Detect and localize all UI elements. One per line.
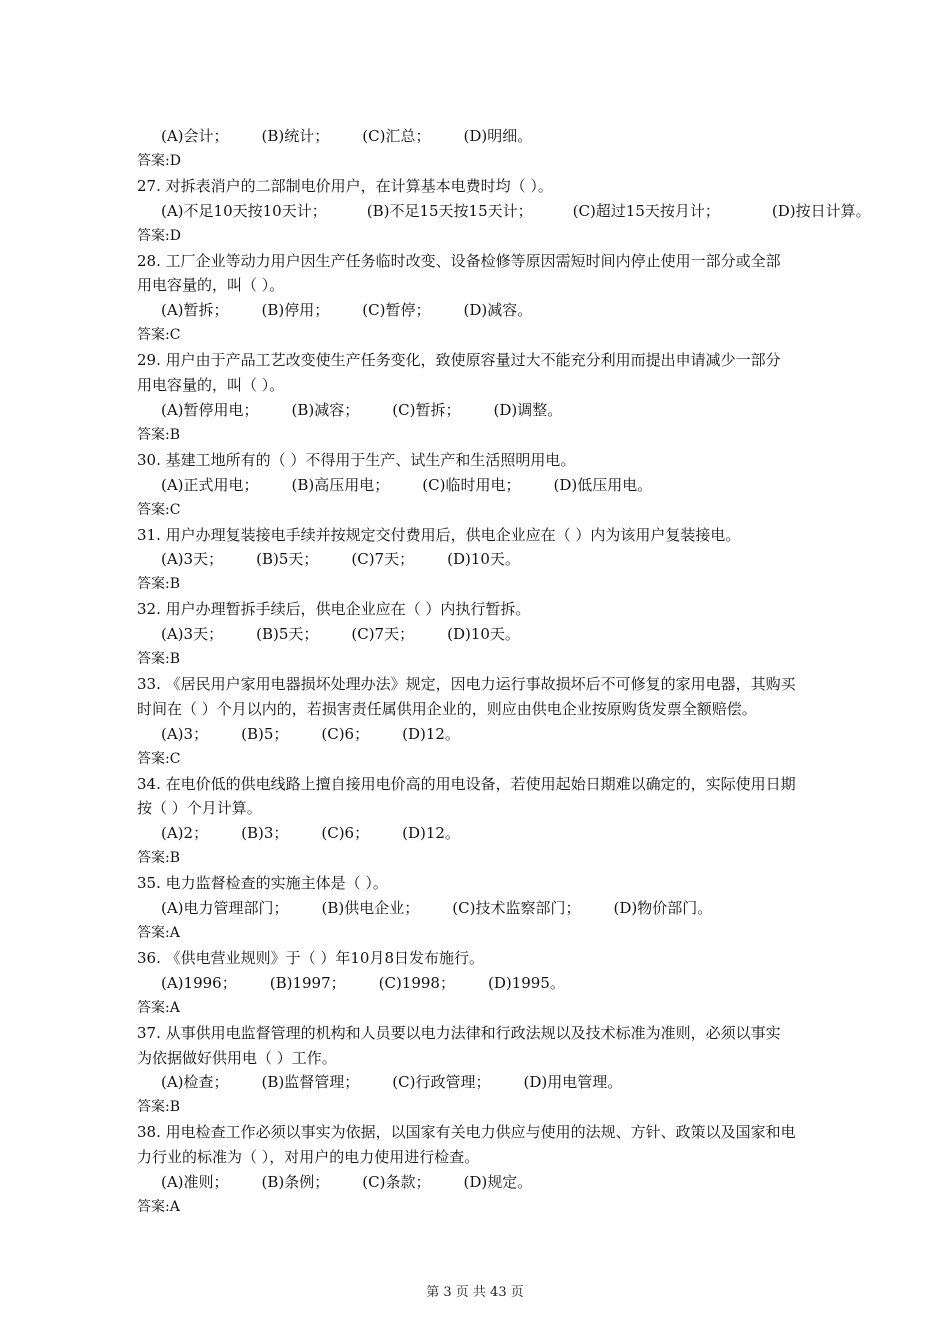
option-a: (A)正式用电；	[161, 475, 259, 494]
option-c: (C)暂停；	[362, 301, 431, 320]
option-b: (B)高压用电；	[291, 475, 390, 494]
question-text: 30. 基建工地所有的（ ）不得用于生产、试生产和生活照明用电。	[137, 450, 576, 469]
option-c: (C)超过15天按月计；	[572, 201, 720, 220]
option-c: (C)条款；	[362, 1173, 431, 1192]
page-footer: 第 3 页 共 43 页	[426, 1285, 524, 1300]
option-d: (D)物价部门。	[613, 899, 713, 918]
option-b: (B)停用；	[261, 301, 330, 320]
question-text: 28. 工厂企业等动力用户因生产任务临时改变、设备检修等原因需短时间内停止使用一部分或全部	[137, 251, 781, 270]
option-b: (B)条例；	[261, 1173, 330, 1192]
question-text: 29. 用户由于产品工艺改变使生产任务变化，致使原容量过大不能充分利用而提出申请减少一部分	[137, 351, 781, 370]
answer-line: 答案:B	[137, 1099, 181, 1116]
option-b: (B)5；	[241, 724, 289, 743]
options-row	[137, 971, 867, 996]
question-text-continued: 为依据做好供用电（ ）工作。	[137, 1048, 337, 1067]
answer-line: 答案:A	[137, 925, 180, 941]
option-c: (C)技术监察部门；	[452, 899, 581, 918]
answer-line: 答案:B	[137, 850, 181, 867]
option-c: (C)7天；	[351, 625, 415, 644]
option-d: (D)明细。	[463, 127, 533, 145]
question-text-continued: 用电容量的，叫（ ）。	[137, 276, 285, 295]
option-a: (A)准则；	[161, 1173, 229, 1192]
option-c: (C)7天；	[351, 550, 415, 569]
question-text: 31. 用户办理复装接电手续并按规定交付费用后，供电企业应在（ ）内为该用户复装接电。	[137, 525, 741, 544]
option-b: (B)5天；	[256, 625, 319, 644]
answer-line: 答案:B	[137, 426, 181, 443]
answer-line: 答案:D	[137, 152, 181, 169]
option-a: (A)不足10天按10天计；	[161, 201, 327, 220]
options-row	[137, 622, 867, 647]
option-d: (D)减容。	[463, 301, 533, 320]
option-b: (B)3；	[241, 824, 289, 843]
question-text: 32. 用户办理暂拆手续后，供电企业应在（ ）内执行暂拆。	[137, 600, 531, 619]
options-row	[137, 896, 867, 921]
question-text: 36. 《供电营业规则》于（ ）年10月8日发布施行。	[137, 948, 485, 967]
option-b: (B)统计；	[261, 127, 330, 145]
option-b: (B)供电企业；	[321, 899, 420, 918]
answer-line: 答案:A	[137, 1198, 180, 1215]
option-d: (D)按日计算。	[771, 201, 871, 220]
option-d: (D)用电管理。	[523, 1073, 623, 1092]
option-c: (C)汇总；	[362, 127, 431, 145]
options-row	[137, 124, 867, 149]
options-row	[137, 722, 867, 747]
answer-line: 答案:C	[137, 750, 181, 767]
option-b: (B)1997；	[269, 973, 346, 992]
question-text-continued: 按（ ）个月计算。	[137, 799, 262, 818]
options-row	[137, 821, 867, 846]
question-list	[137, 124, 871, 1220]
answer-line: 答案:B	[137, 576, 181, 593]
question-text-continued: 时间在（ ）个月以内的，若损害责任属供用企业的，则应由供电企业按原购货发票全额赔偿。	[137, 699, 757, 718]
option-a: (A)3天；	[161, 625, 224, 644]
options-row	[137, 199, 871, 224]
option-d: (D)1995。	[487, 973, 565, 992]
question-text: 37. 从事供用电监督管理的机构和人员要以电力法律和行政法规以及技术标准为准则，必须以事实	[137, 1023, 781, 1042]
option-a: (A)1996；	[161, 973, 237, 992]
option-a: (A)3天；	[161, 550, 224, 569]
option-a: (A)检查；	[161, 1073, 229, 1092]
answer-line: 答案:B	[137, 651, 181, 668]
options-row	[137, 473, 867, 498]
option-a: (A)3；	[161, 724, 209, 743]
option-c: (C)行政管理；	[392, 1073, 491, 1092]
question-text: 34. 在电价低的供电线路上擅自接用电价高的用电设备，若使用起始日期难以确定的，实际使用日期	[137, 774, 796, 793]
option-a: (A)暂拆；	[161, 301, 229, 320]
option-d: (D)调整。	[493, 400, 563, 419]
option-a: (A)暂停用电；	[161, 400, 259, 419]
option-d: (D)规定。	[463, 1173, 533, 1192]
options-row	[137, 1170, 867, 1195]
option-d: (D)10天。	[447, 550, 520, 569]
option-c: (C)6；	[321, 724, 370, 743]
option-b: (B)监督管理；	[261, 1073, 360, 1092]
question-text-continued: 力行业的标准为（ ），对用户的电力使用进行检查。	[137, 1148, 480, 1167]
option-c: (C)6；	[321, 824, 370, 843]
options-row	[137, 398, 867, 423]
option-b: (B)不足15天按15天计；	[366, 201, 533, 220]
question-text-continued: 用电容量的，叫（ ）。	[137, 376, 285, 395]
question-text: 35. 电力监督检查的实施主体是（ ）。	[137, 874, 388, 893]
option-c: (C)暂拆；	[392, 400, 461, 419]
options-row	[137, 1070, 867, 1095]
option-b: (B)减容；	[291, 400, 360, 419]
question-text: 38. 用电检查工作必须以事实为依据，以国家有关电力供应与使用的法规、方针、政策以及国家和电	[137, 1123, 796, 1142]
question-text: 33. 《居民用户家用电器损坏处理办法》规定，因电力运行事故损坏后不可修复的家用电器，其购买	[137, 674, 796, 693]
option-d: (D)12。	[402, 824, 460, 843]
question-text: 27. 对拆表消户的二部制电价用户，在计算基本电费时均（ ）。	[137, 176, 553, 195]
option-a: (A)2；	[161, 824, 209, 843]
answer-line: 答案:C	[137, 501, 181, 518]
options-row	[137, 547, 867, 572]
answer-line: 答案:C	[137, 327, 181, 344]
option-c: (C)临时用电；	[422, 475, 521, 494]
option-a: (A)电力管理部门；	[161, 899, 289, 918]
option-c: (C)1998；	[378, 973, 455, 992]
answer-line: 答案:D	[137, 227, 181, 244]
option-d: (D)低压用电。	[553, 475, 653, 494]
option-d: (D)10天。	[447, 625, 520, 644]
options-row	[137, 298, 867, 323]
option-b: (B)5天；	[256, 550, 319, 569]
option-d: (D)12。	[402, 724, 460, 743]
answer-line: 答案:A	[137, 999, 180, 1016]
option-a: (A)会计；	[161, 127, 229, 145]
